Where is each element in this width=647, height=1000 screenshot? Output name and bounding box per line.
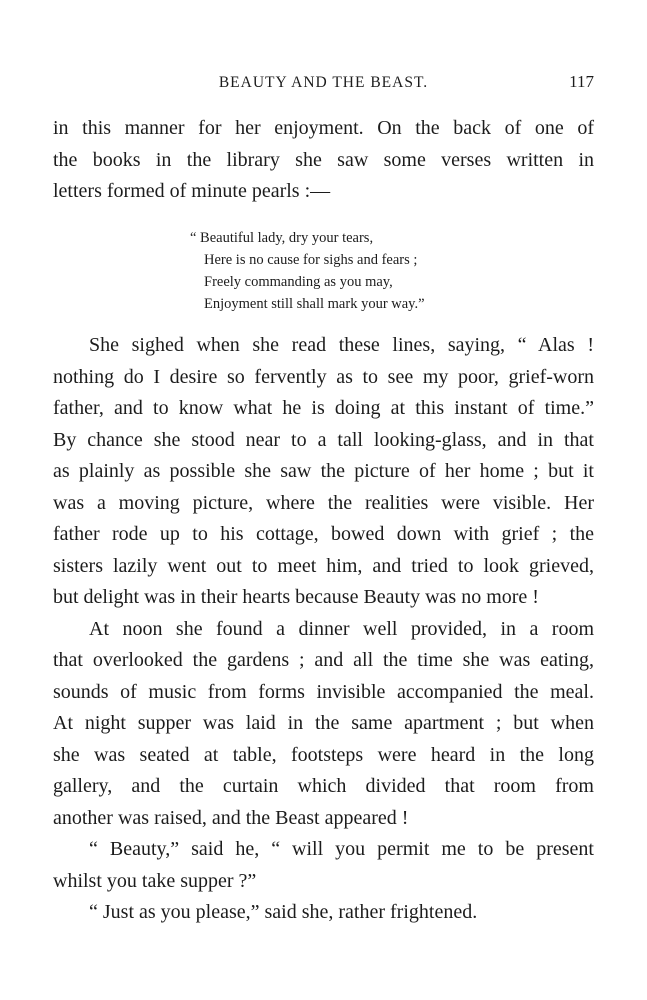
verse-line: Enjoyment still shall mark your way.” [204,296,425,312]
main-text [53,330,594,929]
verse-line: Freely commanding as you may, [204,274,393,290]
text-line: sisters lazily went out to meet him, and tried to look grieved, [53,554,594,577]
text-line: By chance she stood near to a tall looking-glass, and in that [53,428,594,451]
text-line: she was seated at table, footsteps were heard in the long [53,743,594,766]
text-line: the books in the library she saw some verses written in [53,148,594,171]
text-line: “ Beauty,” said he, “ will you permit me to be present [89,838,594,860]
text-line: sounds of music from forms invisible accompanied the meal. [53,680,594,703]
text-line: was a moving picture, where the realities were visible. Her [53,491,594,514]
text-line: At noon she found a dinner well provided, in a room [89,617,594,640]
text-line: She sighed when she read these lines, saying, “ Alas ! [89,334,594,356]
text-line: gallery, and the curtain which divided that room from [53,775,594,797]
text-line: father, and to know what he is doing at this instant of time.” [53,397,594,419]
verse-line: “ Beautiful lady, dry your tears, [190,230,374,246]
text-line: father rode up to his cottage, bowed down with grief ; the [53,523,594,545]
text-line: letters formed of minute pearls :— [53,180,331,202]
running-header [53,72,594,94]
text-line: nothing do I desire so fervently as to see my poor, grief-worn [53,365,594,388]
page-number: 117 [569,72,594,91]
text-line: whilst you take supper ?” [53,869,257,892]
text-line: in this manner for her enjoyment. On the back of one of [53,117,594,139]
verse-line: Here is no cause for sighs and fears ; [204,252,418,268]
verse-block [190,227,490,315]
text-line: that overlooked the gardens ; and all the time she was eating, [53,649,594,671]
text-line: but delight was in their hearts because Beauty was no more ! [53,586,539,608]
running-title: BEAUTY AND THE BEAST. [218,74,429,91]
text-line: as plainly as possible she saw the picture of her home ; but it [53,460,594,482]
text-line: “ Just as you please,” said she, rather frightened. [89,901,478,923]
opening-paragraph [53,113,594,208]
text-line: another was raised, and the Beast appeared ! [53,806,409,829]
text-line: At night supper was laid in the same apartment ; but when [53,712,594,734]
